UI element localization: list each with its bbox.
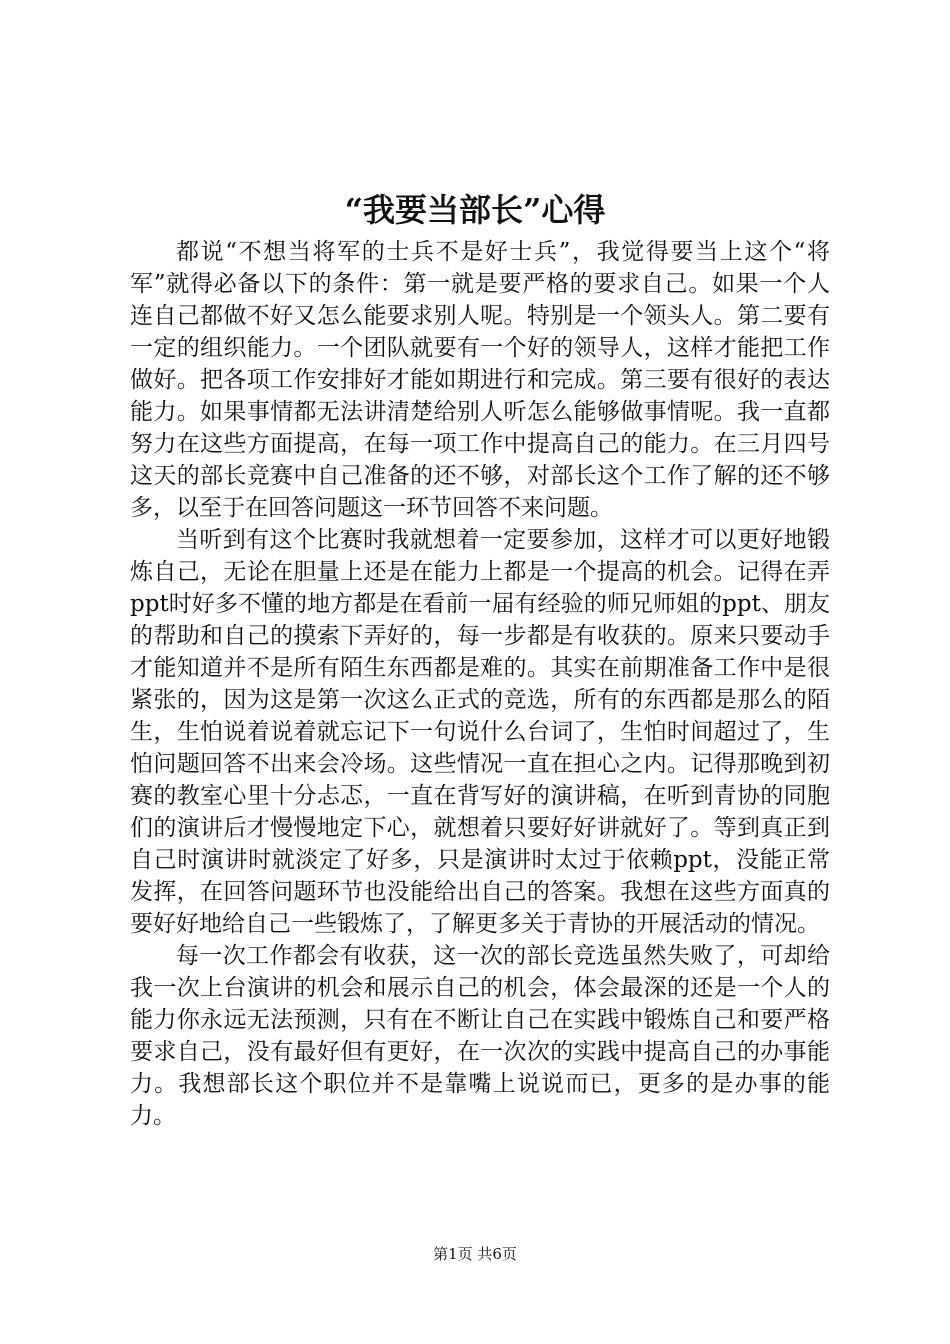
paragraph-3: 每一次工作都会有收获，这一次的部长竞选虽然失败了，可却给我一次上台演讲的机会和展示自己的机会，体会最深的还是一个人的能力你永远无法预测，只有在不断让自己在实践中锻炼自己和要严格要求自己，没有最好但有更好，在一次次的实践中提高自己的办事能力。我想部长这个职位并不是靠嘴上说说而已，更多的是办事的能力。 xyxy=(130,943,830,1129)
document-title: “我要当部长”心得 xyxy=(344,191,606,229)
page-number-footer: 第1页 共6页 xyxy=(433,1245,517,1263)
document-body xyxy=(130,236,830,1132)
paragraph-1: 都说“不想当将军的士兵不是好士兵”，我觉得要当上这个“将军”就得必备以下的条件：第一就是要严格的要求自己。如果一个人连自己都做不好又怎么能要求别人呢。特别是一个领头人。第二要有一定的组织能力。一个团队就要有一个好的领导人，这样才能把工作做好。把各项工作安排好才能如期进行和完成。第三要有很好的表达能力。如果事情都无法讲清楚给别人听怎么能够做事情呢。我一直都努力在这些方面提高，在每一项工作中提高自己的能力。在三月四号这天的部长竞赛中自己准备的还不够，对部长这个工作了解的还不够多，以至于在回答问题这一环节回答不来问题。 xyxy=(130,239,830,521)
paragraph-2: 当听到有这个比赛时我就想着一定要参加，这样才可以更好地锻炼自己，无论在胆量上还是在能力上都是一个提高的机会。记得在弄ppt时好多不懂的地方都是在看前一届有经验的师兄师姐的ppt、朋友的帮助和自己的摸索下弄好的，每一步都是有收获的。原来只要动手才能知道并不是所有陌生东西都是难的。其实在前期准备工作中是很紧张的，因为这是第一次这么正式的竞选，所有的东西都是那么的陌生，生怕说着说着就忘记下一句说什么台词了，生怕时间超过了，生怕问题回答不出来会冷场。这些情况一直在担心之内。记得那晚到初赛的教室心里十分忐忑，一直在背写好的演讲稿，在听到青协的同胞们的演讲后才慢慢地定下心，就想着只要好好讲就好了。等到真正到自己时演讲时就淡定了好多，只是演讲时太过于依赖ppt，没能正常发挥，在回答问题环节也没能给出自己的答案。我想在这些方面真的要好好地给自己一些锻炼了，了解更多关于青协的开展活动的情况。 xyxy=(130,527,830,937)
